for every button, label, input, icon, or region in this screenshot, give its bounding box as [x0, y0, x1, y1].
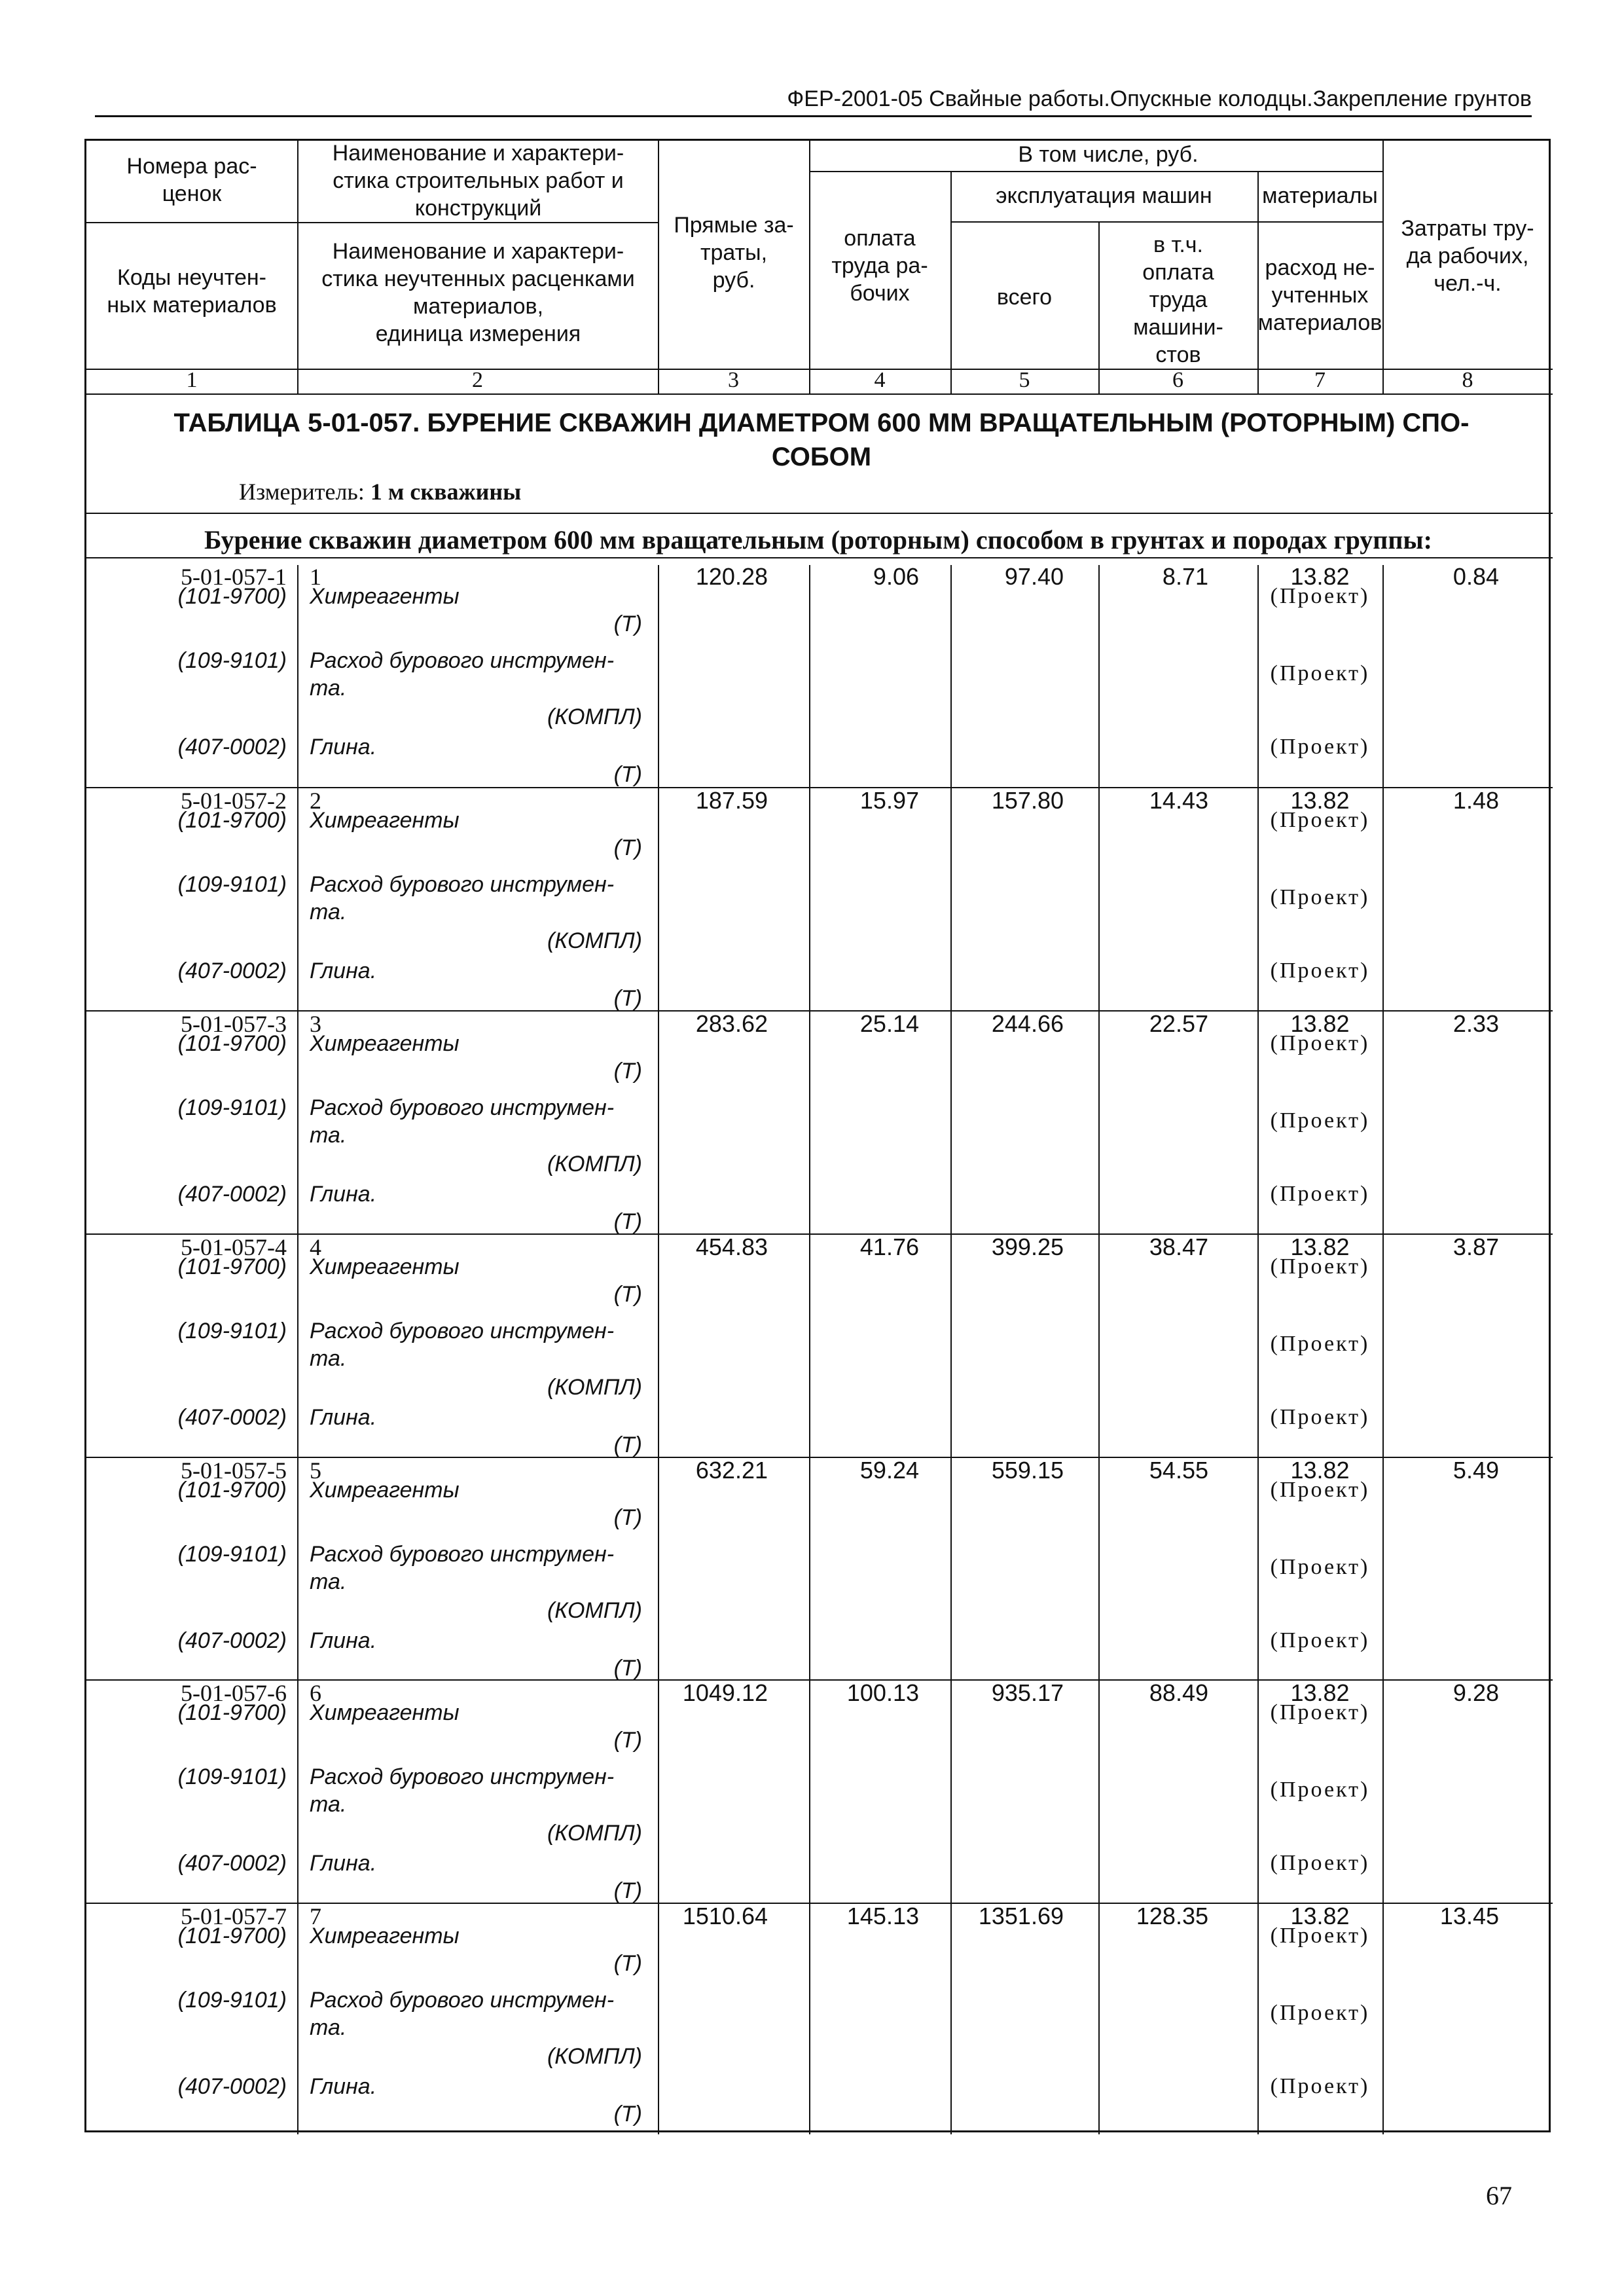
material-code: (109-9101): [177, 1764, 287, 1789]
header-labor-pay: оплата труда ра- бочих: [831, 226, 928, 306]
material-name: Глина.: [310, 2074, 377, 2099]
header-direct-costs: Прямые за- траты, руб.: [674, 213, 794, 293]
column-number: 4: [874, 368, 886, 392]
material-code: (101-9700): [177, 1700, 287, 1725]
material-name: Глина.: [310, 1628, 377, 1653]
project-label: (Проект): [1270, 1700, 1370, 1724]
machinist-pay-value: 54.55: [1149, 1457, 1208, 1484]
direct-costs-value: 1510.64: [682, 1903, 768, 1929]
material-unit: (Т): [613, 2102, 642, 2126]
labor-hours-value: 13.45: [1439, 1903, 1499, 1929]
soil-group: 1: [310, 564, 321, 590]
column-divider: [1098, 221, 1100, 369]
material-name: Расход бурового инструмен- та.: [310, 1988, 615, 2040]
material-unit: (КОМПЛ): [547, 1821, 642, 1846]
material-code: (407-0002): [177, 958, 287, 983]
materials-value: 13.82: [1290, 563, 1350, 590]
project-label: (Проект): [1270, 808, 1370, 832]
direct-costs-value: 632.21: [695, 1457, 768, 1484]
material-unit: (Т): [613, 1656, 642, 1681]
column-divider: [1382, 565, 1384, 2134]
header-group-including: В том числе, руб.: [1018, 142, 1199, 167]
labor-hours-value: 1.48: [1453, 787, 1499, 814]
project-label: (Проект): [1270, 885, 1370, 909]
rate-code: 5-01-057-5: [181, 1457, 287, 1484]
header-machinist-pay: в т.ч. оплата труда машини- стов: [1133, 232, 1223, 367]
project-label: (Проект): [1270, 1851, 1370, 1875]
material-name: Глина.: [310, 1182, 377, 1207]
project-label: (Проект): [1270, 735, 1370, 759]
project-label: (Проект): [1270, 1332, 1370, 1356]
header-materials: материалы: [1262, 183, 1378, 208]
material-code: (109-9101): [177, 1095, 287, 1120]
material-code: (109-9101): [177, 1319, 287, 1343]
column-divider: [297, 565, 298, 2134]
project-label: (Проект): [1270, 1108, 1370, 1133]
header-machines-total: всего: [996, 285, 1053, 310]
header-unaccounted-materials: расход не- учтенных материалов: [1257, 255, 1382, 335]
project-label: (Проект): [1270, 1031, 1370, 1055]
material-unit: (Т): [613, 1878, 642, 1903]
material-name: Расход бурового инструмен- та.: [310, 1542, 615, 1594]
table-title-line: [86, 513, 1553, 514]
soil-group: 2: [310, 788, 321, 814]
labor-pay-value: 15.97: [859, 787, 919, 814]
direct-costs-value: 454.83: [695, 1233, 768, 1260]
subgroup-divider: [950, 221, 1382, 223]
material-unit: (Т): [613, 1728, 642, 1753]
material-name: Расход бурового инструмен- та.: [310, 872, 615, 924]
material-code: (101-9700): [177, 1924, 287, 1948]
material-unit: (КОМПЛ): [547, 1598, 642, 1623]
material-name: Химреагенты: [310, 808, 460, 833]
rate-code: 5-01-057-3: [181, 1011, 287, 1037]
machinist-pay-value: 8.71: [1162, 563, 1208, 590]
rate-code: 5-01-057-1: [181, 564, 287, 590]
column-number: 2: [472, 368, 483, 392]
header-rate-numbers: Номера рас- ценок: [126, 154, 257, 206]
measure-line: [239, 478, 521, 505]
column-divider: [658, 141, 659, 369]
materials-value: 13.82: [1290, 1679, 1350, 1706]
material-name: Химреагенты: [310, 1031, 460, 1056]
material-unit: (КОМПЛ): [547, 1152, 642, 1177]
material-unit: (Т): [613, 1505, 642, 1530]
material-name: Глина.: [310, 1851, 377, 1876]
material-name: Расход бурового инструмен- та.: [310, 1319, 615, 1371]
material-unit: (Т): [613, 1059, 642, 1084]
section-title: Бурение скважин диаметром 600 мм вращательным (роторным) способом в грунтах и породах группы:: [204, 525, 1432, 555]
labor-pay-value: 41.76: [859, 1233, 919, 1260]
material-name: Глина.: [310, 958, 377, 983]
material-unit: (Т): [613, 835, 642, 860]
materials-value: 13.82: [1290, 1233, 1350, 1260]
material-code: (101-9700): [177, 1254, 287, 1279]
material-name: Глина.: [310, 735, 377, 759]
labor-pay-value: 145.13: [846, 1903, 919, 1929]
soil-group: 7: [310, 1903, 321, 1929]
group-divider: [809, 171, 1382, 172]
project-label: (Проект): [1270, 1778, 1370, 1802]
labor-pay-value: 59.24: [859, 1457, 919, 1484]
project-label: (Проект): [1270, 1405, 1370, 1429]
labor-pay-value: 100.13: [846, 1679, 919, 1706]
material-unit: (Т): [613, 1951, 642, 1976]
material-name: Расход бурового инструмен- та.: [310, 1095, 615, 1148]
material-name: Глина.: [310, 1405, 377, 1430]
soil-group: 4: [310, 1234, 321, 1260]
material-code: (407-0002): [177, 1182, 287, 1207]
column-number: 5: [1019, 368, 1030, 392]
column-number: 1: [186, 368, 198, 392]
column-number: 3: [728, 368, 739, 392]
column-divider: [809, 141, 810, 369]
material-unit: (КОМПЛ): [547, 1375, 642, 1400]
rate-code: 5-01-057-4: [181, 1234, 287, 1260]
material-unit: (Т): [613, 762, 642, 787]
direct-costs-value: 1049.12: [682, 1679, 768, 1706]
column-divider: [809, 565, 810, 2134]
header-material-name: Наименование и характери- стика неучтенных расценками материалов, единица измерения: [321, 239, 635, 346]
project-label: (Проект): [1270, 1478, 1370, 1502]
machines-total-value: 559.15: [991, 1457, 1064, 1484]
labor-pay-value: 9.06: [873, 563, 919, 590]
project-label: (Проект): [1270, 958, 1370, 983]
header-labor-hours: Затраты тру- да рабочих, чел.-ч.: [1401, 216, 1534, 296]
project-label: (Проект): [1270, 584, 1370, 608]
table-title: ТАБЛИЦА 5-01-057. БУРЕНИЕ СКВАЖИН ДИАМЕТРОМ 600 ММ ВРАЩАТЕЛЬНЫМ (РОТОРНЫМ) СПО- СОБОМ: [173, 409, 1470, 471]
rate-code: 5-01-057-2: [181, 788, 287, 814]
material-unit: (Т): [613, 611, 642, 636]
direct-costs-value: 283.62: [695, 1010, 768, 1037]
labor-hours-value: 0.84: [1453, 563, 1499, 590]
labor-hours-value: 9.28: [1453, 1679, 1499, 1706]
project-label: (Проект): [1270, 2001, 1370, 2025]
labor-hours-value: 2.33: [1453, 1010, 1499, 1037]
running-title: ФЕР-2001-05 Свайные работы.Опускные колодцы.Закрепление грунтов: [95, 84, 1532, 117]
project-label: (Проект): [1270, 1254, 1370, 1279]
material-unit: (КОМПЛ): [547, 928, 642, 953]
rate-code: 5-01-057-7: [181, 1903, 287, 1929]
machinist-pay-value: 38.47: [1149, 1233, 1208, 1260]
header-work-name: Наименование и характери- стика строительных работ и конструкций: [332, 141, 624, 221]
section-title-line: [86, 557, 1553, 558]
column-number: 7: [1314, 368, 1326, 392]
material-code: (101-9700): [177, 584, 287, 609]
page-number: 67: [1486, 2181, 1512, 2210]
labor-hours-value: 3.87: [1453, 1233, 1499, 1260]
material-code: (109-9101): [177, 1988, 287, 2013]
material-code: (109-9101): [177, 648, 287, 673]
machines-total-value: 157.80: [991, 787, 1064, 814]
column-divider: [1098, 565, 1100, 2134]
measure-value: 1 м скважины: [370, 479, 522, 505]
material-code: (407-0002): [177, 735, 287, 759]
material-code: (407-0002): [177, 1405, 287, 1430]
material-name: Химреагенты: [310, 1700, 460, 1725]
machinist-pay-value: 14.43: [1149, 787, 1208, 814]
materials-value: 13.82: [1290, 1010, 1350, 1037]
material-code: (407-0002): [177, 1628, 287, 1653]
column-number: 6: [1172, 368, 1183, 392]
material-code: (101-9700): [177, 808, 287, 833]
project-label: (Проект): [1270, 661, 1370, 685]
direct-costs-value: 187.59: [695, 787, 768, 814]
machines-total-value: 97.40: [1004, 563, 1064, 590]
material-name: Химреагенты: [310, 1924, 460, 1948]
soil-group: 6: [310, 1680, 321, 1706]
soil-group: 5: [310, 1457, 321, 1484]
material-unit: (Т): [613, 1432, 642, 1457]
machines-total-value: 935.17: [991, 1679, 1064, 1706]
material-name: Химреагенты: [310, 1478, 460, 1503]
material-code: (407-0002): [177, 2074, 287, 2099]
material-name: Расход бурового инструмен- та.: [310, 1764, 615, 1817]
machines-total-value: 1351.69: [978, 1903, 1064, 1929]
measure-label: Измеритель:: [239, 479, 365, 505]
material-code: (407-0002): [177, 1851, 287, 1876]
column-divider: [297, 141, 298, 369]
soil-group: 3: [310, 1011, 321, 1037]
project-label: (Проект): [1270, 1628, 1370, 1652]
labor-hours-value: 5.49: [1453, 1457, 1499, 1484]
labor-pay-value: 25.14: [859, 1010, 919, 1037]
machinist-pay-value: 128.35: [1136, 1903, 1208, 1929]
project-label: (Проект): [1270, 1555, 1370, 1579]
material-code: (101-9700): [177, 1031, 287, 1056]
material-name: Расход бурового инструмен- та.: [310, 648, 615, 701]
material-name: Химреагенты: [310, 584, 460, 609]
material-code: (109-9101): [177, 1542, 287, 1567]
machines-total-value: 399.25: [991, 1233, 1064, 1260]
header-machines: эксплуатация машин: [996, 183, 1212, 208]
materials-value: 13.82: [1290, 1457, 1350, 1484]
rate-code: 5-01-057-6: [181, 1680, 287, 1706]
material-unit: (КОМПЛ): [547, 704, 642, 729]
column-divider: [658, 565, 659, 2134]
materials-value: 13.82: [1290, 1903, 1350, 1929]
material-unit: (Т): [613, 1282, 642, 1307]
header-split-divider: [86, 222, 658, 223]
machinist-pay-value: 88.49: [1149, 1679, 1208, 1706]
project-label: (Проект): [1270, 2074, 1370, 2098]
material-unit: (КОМПЛ): [547, 2044, 642, 2069]
direct-costs-value: 120.28: [695, 563, 768, 590]
column-divider: [950, 565, 952, 2134]
machines-total-value: 244.66: [991, 1010, 1064, 1037]
material-unit: (Т): [613, 986, 642, 1011]
materials-value: 13.82: [1290, 787, 1350, 814]
header-material-codes: Коды неучтен- ных материалов: [107, 265, 277, 318]
material-code: (101-9700): [177, 1478, 287, 1503]
machinist-pay-value: 22.57: [1149, 1010, 1208, 1037]
material-unit: (Т): [613, 1209, 642, 1234]
material-code: (109-9101): [177, 872, 287, 897]
column-number: 8: [1462, 368, 1473, 392]
column-divider: [1382, 141, 1384, 369]
project-label: (Проект): [1270, 1182, 1370, 1206]
project-label: (Проект): [1270, 1924, 1370, 1948]
material-name: Химреагенты: [310, 1254, 460, 1279]
